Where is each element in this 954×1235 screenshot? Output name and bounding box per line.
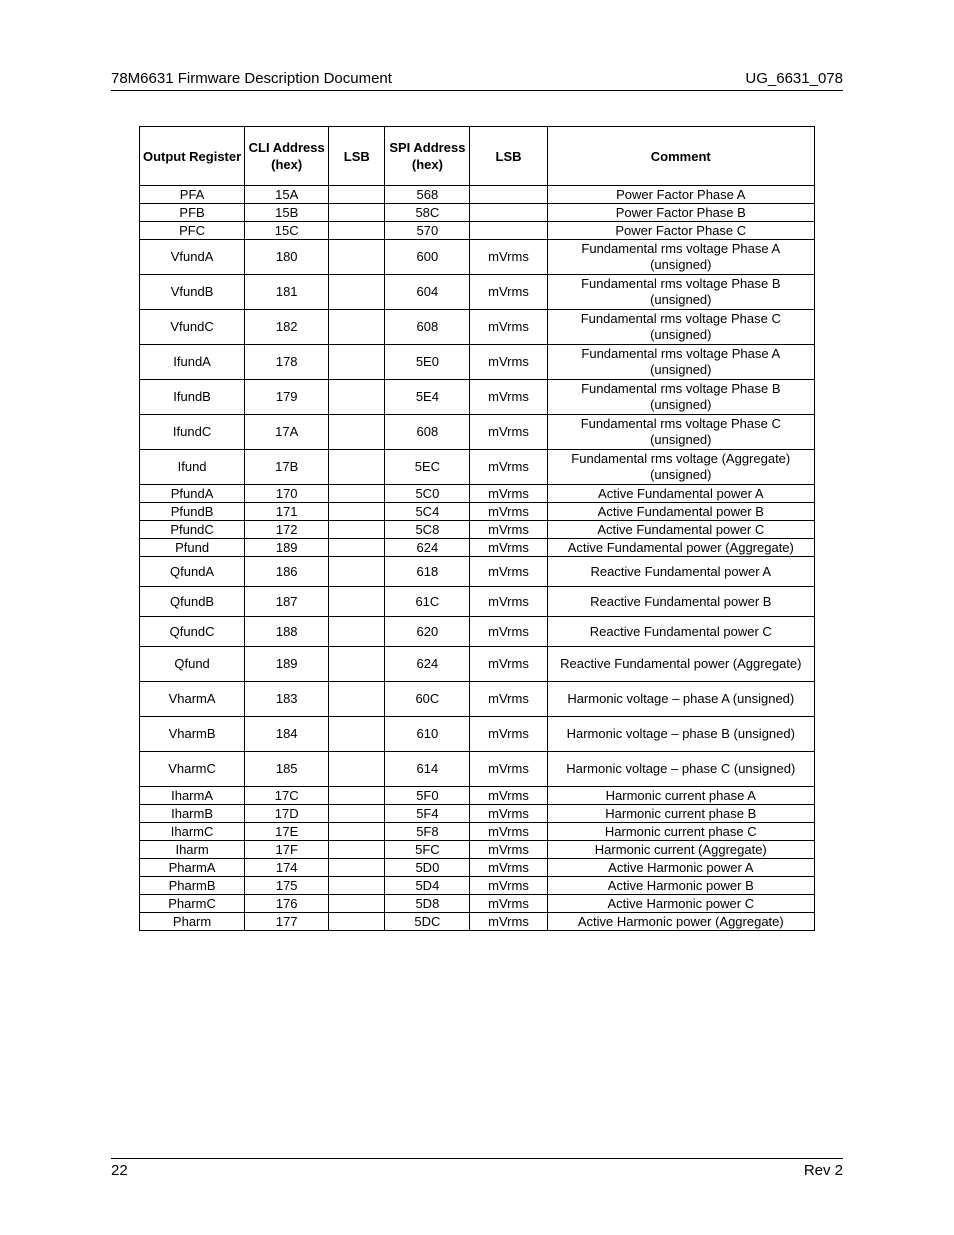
cell-output-register: VfundA <box>140 240 245 275</box>
cell-lsb-spi: mVrms <box>470 752 547 787</box>
cell-cli-address: 17C <box>245 787 329 805</box>
cell-spi-address: 5F0 <box>385 787 470 805</box>
cell-lsb-cli <box>329 617 385 647</box>
cell-output-register: IfundC <box>140 415 245 450</box>
cell-output-register: Qfund <box>140 647 245 682</box>
cell-comment: Active Fundamental power C <box>547 521 814 539</box>
header-comment: Comment <box>547 127 814 186</box>
table-row <box>140 310 815 345</box>
cell-comment: Fundamental rms voltage Phase A (unsigned) <box>547 240 814 275</box>
cell-lsb-spi: mVrms <box>470 647 547 682</box>
cell-comment: Active Harmonic power C <box>547 895 814 913</box>
cell-cli-address: 178 <box>245 345 329 380</box>
cell-output-register: IfundB <box>140 380 245 415</box>
cell-lsb-cli <box>329 587 385 617</box>
cell-comment: Fundamental rms voltage Phase A (unsigned) <box>547 345 814 380</box>
cell-comment: Reactive Fundamental power A <box>547 557 814 587</box>
cell-lsb-spi: mVrms <box>470 877 547 895</box>
cell-spi-address: 618 <box>385 557 470 587</box>
cell-spi-address: 608 <box>385 415 470 450</box>
cell-comment: Power Factor Phase B <box>547 204 814 222</box>
cell-cli-address: 182 <box>245 310 329 345</box>
cell-cli-address: 187 <box>245 587 329 617</box>
header-lsb-cli: LSB <box>329 127 385 186</box>
cell-output-register: QfundB <box>140 587 245 617</box>
cell-spi-address: 570 <box>385 222 470 240</box>
cell-lsb-spi <box>470 222 547 240</box>
cell-lsb-spi: mVrms <box>470 587 547 617</box>
cell-cli-address: 183 <box>245 682 329 717</box>
cell-output-register: PFA <box>140 186 245 204</box>
cell-lsb-spi: mVrms <box>470 415 547 450</box>
cell-lsb-cli <box>329 752 385 787</box>
cell-lsb-spi: mVrms <box>470 805 547 823</box>
table-body <box>140 186 815 931</box>
table-row <box>140 752 815 787</box>
cell-spi-address: 5D0 <box>385 859 470 877</box>
cell-spi-address: 5E4 <box>385 380 470 415</box>
cell-cli-address: 17A <box>245 415 329 450</box>
cell-lsb-cli <box>329 787 385 805</box>
cell-output-register: VharmC <box>140 752 245 787</box>
cell-lsb-cli <box>329 310 385 345</box>
cell-output-register: Ifund <box>140 450 245 485</box>
page-number: 22 <box>111 1162 128 1179</box>
cell-cli-address: 177 <box>245 913 329 931</box>
cell-output-register: Pharm <box>140 913 245 931</box>
table-row <box>140 186 815 204</box>
cell-spi-address: 5D4 <box>385 877 470 895</box>
cell-cli-address: 189 <box>245 539 329 557</box>
table-row <box>140 787 815 805</box>
table-row <box>140 617 815 647</box>
register-table <box>139 126 815 931</box>
cell-comment: Fundamental rms voltage Phase C (unsigned) <box>547 415 814 450</box>
table-row <box>140 717 815 752</box>
table-row <box>140 503 815 521</box>
cell-cli-address: 17F <box>245 841 329 859</box>
cell-cli-address: 185 <box>245 752 329 787</box>
cell-comment: Reactive Fundamental power C <box>547 617 814 647</box>
cell-comment: Active Harmonic power (Aggregate) <box>547 913 814 931</box>
cell-comment: Active Fundamental power (Aggregate) <box>547 539 814 557</box>
cell-lsb-cli <box>329 222 385 240</box>
cell-comment: Fundamental rms voltage Phase B (unsigned) <box>547 380 814 415</box>
table-row <box>140 877 815 895</box>
cell-lsb-cli <box>329 913 385 931</box>
table-row <box>140 485 815 503</box>
cell-lsb-spi: mVrms <box>470 895 547 913</box>
document-id: UG_6631_078 <box>745 70 843 87</box>
cell-spi-address: 5E0 <box>385 345 470 380</box>
cell-cli-address: 175 <box>245 877 329 895</box>
table-row <box>140 345 815 380</box>
cell-lsb-cli <box>329 647 385 682</box>
page-footer <box>111 1158 843 1179</box>
table-row <box>140 240 815 275</box>
cell-comment: Fundamental rms voltage Phase B (unsigned) <box>547 275 814 310</box>
cell-lsb-spi: mVrms <box>470 823 547 841</box>
cell-output-register: Iharm <box>140 841 245 859</box>
cell-lsb-spi: mVrms <box>470 310 547 345</box>
cell-spi-address: 608 <box>385 310 470 345</box>
cell-lsb-cli <box>329 717 385 752</box>
table-row <box>140 895 815 913</box>
cell-lsb-cli <box>329 521 385 539</box>
cell-comment: Active Fundamental power B <box>547 503 814 521</box>
cell-lsb-spi: mVrms <box>470 380 547 415</box>
cell-comment: Reactive Fundamental power B <box>547 587 814 617</box>
cell-cli-address: 176 <box>245 895 329 913</box>
table-row <box>140 823 815 841</box>
cell-output-register: VfundB <box>140 275 245 310</box>
table-row <box>140 682 815 717</box>
cell-spi-address: 5C0 <box>385 485 470 503</box>
cell-lsb-spi: mVrms <box>470 539 547 557</box>
cell-lsb-spi: mVrms <box>470 557 547 587</box>
cell-spi-address: 624 <box>385 647 470 682</box>
cell-lsb-cli <box>329 895 385 913</box>
cell-spi-address: 5F4 <box>385 805 470 823</box>
cell-spi-address: 568 <box>385 186 470 204</box>
table-row <box>140 521 815 539</box>
cell-lsb-cli <box>329 859 385 877</box>
document-title: 78M6631 Firmware Description Document <box>111 70 392 87</box>
header-spi-address: SPI Address (hex) <box>385 127 470 186</box>
cell-output-register: Pfund <box>140 539 245 557</box>
cell-spi-address: 624 <box>385 539 470 557</box>
cell-lsb-spi: mVrms <box>470 503 547 521</box>
cell-comment: Fundamental rms voltage (Aggregate) (unsigned) <box>547 450 814 485</box>
cell-output-register: PFC <box>140 222 245 240</box>
table-row <box>140 222 815 240</box>
cell-spi-address: 5C8 <box>385 521 470 539</box>
cell-output-register: PfundC <box>140 521 245 539</box>
cell-lsb-cli <box>329 682 385 717</box>
cell-lsb-cli <box>329 557 385 587</box>
cell-comment: Active Harmonic power A <box>547 859 814 877</box>
cell-spi-address: 5D8 <box>385 895 470 913</box>
cell-cli-address: 180 <box>245 240 329 275</box>
cell-lsb-cli <box>329 503 385 521</box>
cell-cli-address: 15B <box>245 204 329 222</box>
cell-lsb-cli <box>329 805 385 823</box>
cell-comment: Active Harmonic power B <box>547 877 814 895</box>
cell-spi-address: 5F8 <box>385 823 470 841</box>
cell-lsb-spi: mVrms <box>470 682 547 717</box>
cell-lsb-cli <box>329 539 385 557</box>
cell-lsb-cli <box>329 380 385 415</box>
table-row <box>140 587 815 617</box>
table-row <box>140 380 815 415</box>
cell-spi-address: 61C <box>385 587 470 617</box>
cell-cli-address: 189 <box>245 647 329 682</box>
cell-spi-address: 5FC <box>385 841 470 859</box>
cell-comment: Power Factor Phase C <box>547 222 814 240</box>
cell-comment: Harmonic voltage – phase C (unsigned) <box>547 752 814 787</box>
header-lsb-spi: LSB <box>470 127 547 186</box>
cell-lsb-cli <box>329 877 385 895</box>
cell-lsb-cli <box>329 275 385 310</box>
cell-lsb-cli <box>329 823 385 841</box>
table-row <box>140 415 815 450</box>
cell-cli-address: 188 <box>245 617 329 647</box>
table-row <box>140 204 815 222</box>
cell-spi-address: 620 <box>385 617 470 647</box>
table-row <box>140 805 815 823</box>
table-row <box>140 450 815 485</box>
cell-comment: Harmonic current (Aggregate) <box>547 841 814 859</box>
cell-lsb-spi: mVrms <box>470 617 547 647</box>
revision: Rev 2 <box>803 1162 843 1179</box>
cell-output-register: IharmC <box>140 823 245 841</box>
cell-lsb-cli <box>329 415 385 450</box>
cell-lsb-spi: mVrms <box>470 240 547 275</box>
cell-cli-address: 17E <box>245 823 329 841</box>
cell-lsb-spi <box>470 186 547 204</box>
header-cli-address: CLI Address (hex) <box>245 127 329 186</box>
cell-lsb-spi: mVrms <box>470 913 547 931</box>
cell-cli-address: 181 <box>245 275 329 310</box>
cell-lsb-cli <box>329 186 385 204</box>
cell-lsb-cli <box>329 240 385 275</box>
cell-output-register: PharmC <box>140 895 245 913</box>
page-header <box>111 70 843 91</box>
cell-cli-address: 15C <box>245 222 329 240</box>
cell-comment: Harmonic current phase B <box>547 805 814 823</box>
cell-output-register: VfundC <box>140 310 245 345</box>
cell-output-register: IharmB <box>140 805 245 823</box>
cell-lsb-spi: mVrms <box>470 345 547 380</box>
cell-spi-address: 610 <box>385 717 470 752</box>
table-row <box>140 859 815 877</box>
table-row <box>140 841 815 859</box>
cell-lsb-spi: mVrms <box>470 841 547 859</box>
cell-comment: Harmonic voltage – phase A (unsigned) <box>547 682 814 717</box>
cell-lsb-spi: mVrms <box>470 787 547 805</box>
cell-lsb-spi: mVrms <box>470 485 547 503</box>
cell-cli-address: 179 <box>245 380 329 415</box>
cell-lsb-cli <box>329 450 385 485</box>
cell-spi-address: 5C4 <box>385 503 470 521</box>
cell-comment: Active Fundamental power A <box>547 485 814 503</box>
cell-spi-address: 600 <box>385 240 470 275</box>
cell-cli-address: 186 <box>245 557 329 587</box>
cell-output-register: IharmA <box>140 787 245 805</box>
cell-output-register: VharmA <box>140 682 245 717</box>
cell-comment: Harmonic current phase C <box>547 823 814 841</box>
cell-output-register: PharmA <box>140 859 245 877</box>
table-row <box>140 275 815 310</box>
cell-cli-address: 17B <box>245 450 329 485</box>
table-row <box>140 539 815 557</box>
cell-lsb-spi: mVrms <box>470 859 547 877</box>
cell-lsb-spi: mVrms <box>470 717 547 752</box>
cell-output-register: PFB <box>140 204 245 222</box>
cell-lsb-spi <box>470 204 547 222</box>
cell-lsb-cli <box>329 841 385 859</box>
cell-cli-address: 17D <box>245 805 329 823</box>
cell-output-register: QfundA <box>140 557 245 587</box>
cell-comment: Fundamental rms voltage Phase C (unsigned) <box>547 310 814 345</box>
cell-lsb-cli <box>329 485 385 503</box>
table-header-row <box>140 127 815 186</box>
table-row <box>140 557 815 587</box>
cell-output-register: QfundC <box>140 617 245 647</box>
cell-output-register: VharmB <box>140 717 245 752</box>
cell-spi-address: 58C <box>385 204 470 222</box>
cell-comment: Harmonic current phase A <box>547 787 814 805</box>
table-row <box>140 647 815 682</box>
cell-output-register: PfundA <box>140 485 245 503</box>
cell-spi-address: 5DC <box>385 913 470 931</box>
cell-output-register: PfundB <box>140 503 245 521</box>
cell-lsb-cli <box>329 345 385 380</box>
header-output-register: Output Register <box>140 127 245 186</box>
cell-lsb-spi: mVrms <box>470 275 547 310</box>
cell-cli-address: 172 <box>245 521 329 539</box>
cell-lsb-spi: mVrms <box>470 521 547 539</box>
cell-cli-address: 184 <box>245 717 329 752</box>
cell-comment: Reactive Fundamental power (Aggregate) <box>547 647 814 682</box>
cell-cli-address: 15A <box>245 186 329 204</box>
cell-spi-address: 60C <box>385 682 470 717</box>
cell-cli-address: 174 <box>245 859 329 877</box>
cell-comment: Power Factor Phase A <box>547 186 814 204</box>
cell-spi-address: 5EC <box>385 450 470 485</box>
cell-comment: Harmonic voltage – phase B (unsigned) <box>547 717 814 752</box>
table-row <box>140 913 815 931</box>
cell-output-register: IfundA <box>140 345 245 380</box>
cell-lsb-spi: mVrms <box>470 450 547 485</box>
cell-cli-address: 170 <box>245 485 329 503</box>
cell-lsb-cli <box>329 204 385 222</box>
cell-spi-address: 614 <box>385 752 470 787</box>
cell-spi-address: 604 <box>385 275 470 310</box>
cell-output-register: PharmB <box>140 877 245 895</box>
cell-cli-address: 171 <box>245 503 329 521</box>
